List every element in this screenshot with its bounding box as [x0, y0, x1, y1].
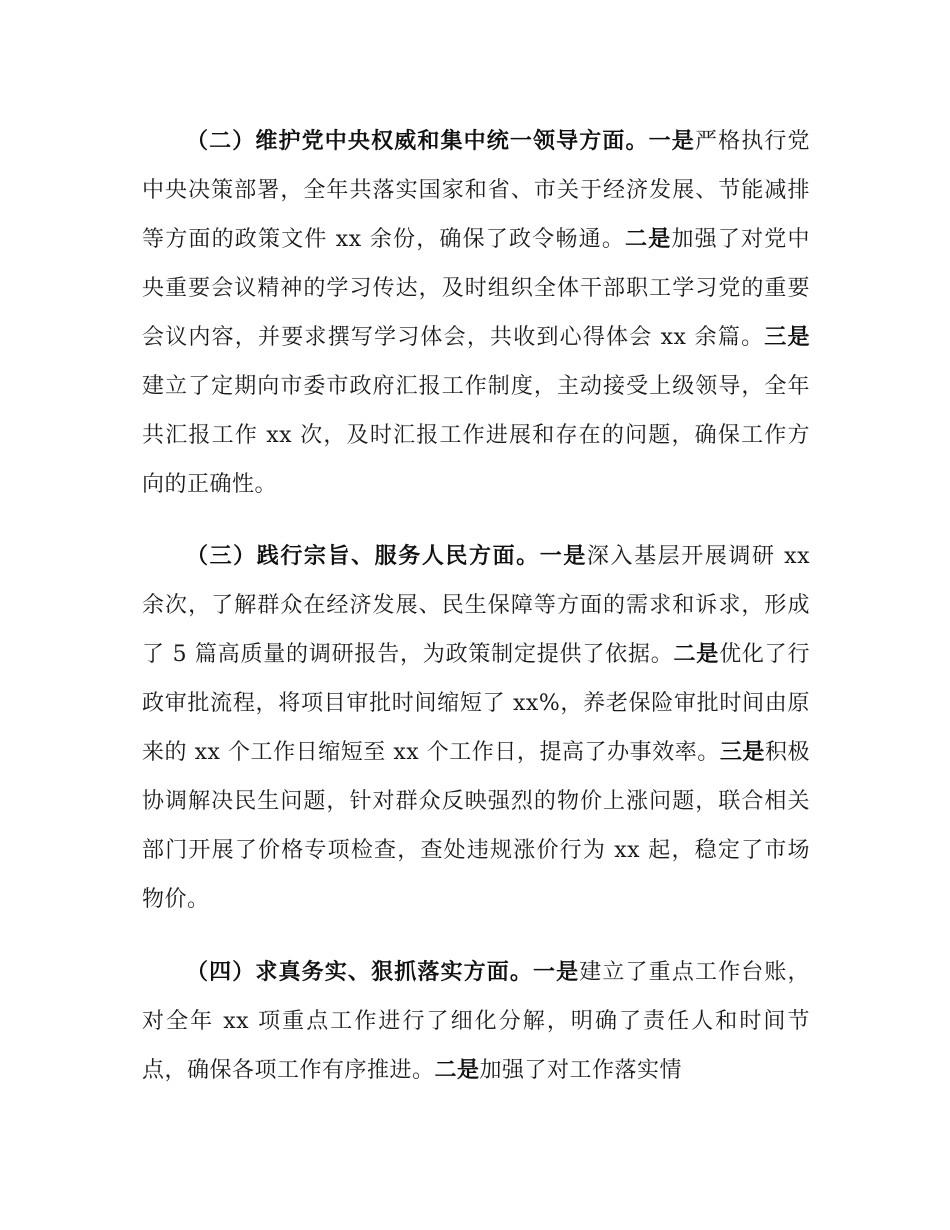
section-heading: （四）求真务实、狠抓落实方面。 [186, 960, 533, 985]
point-label: 一是 [533, 960, 580, 985]
paragraph-section-3 [142, 532, 810, 924]
point-text: 深入基层开展调研 xx 余次，了解群众在经济发展、民生保障等方面的需求和诉求，形成了 5 篇高质量的调研报告，为政策制定提供了依据。 [142, 544, 810, 667]
point-text: 积极协调解决民生问题，针对群众反映强烈的物价上涨问题，联合相关部门开展了价格专项检查，查处违规涨价行为 xx 起，稳定了市场物价。 [142, 740, 810, 912]
point-text: 建立了定期向市委市政府汇报工作制度，主动接受上级领导，全年共汇报工作 xx 次，及时汇报工作进展和存在的问题，确保工作方向的正确性。 [142, 374, 810, 497]
point-text: 优化了行政审批流程，将项目审批时间缩短了 xx%，养老保险审批时间由原来的 xx 个工作日缩短至 xx 个工作日，提高了办事效率。 [142, 642, 810, 765]
point-text: 加强了对工作落实情 [479, 1058, 683, 1083]
point-label: 三是 [719, 740, 765, 765]
paragraph-section-4 [142, 948, 810, 1095]
point-label: 一是 [539, 544, 587, 569]
point-label: 三是 [764, 325, 810, 350]
point-text: 严格执行党中央决策部署，全年共落实国家和省、市关于经济发展、节能减排等方面的政策文件 xx 余份，确保了政令畅通。 [142, 129, 810, 252]
point-text: 建立了重点工作台账，对全年 xx 项重点工作进行了细化分解，明确了责任人和时间节点，确保各项工作有序推进。 [142, 960, 810, 1083]
section-heading: （三）践行宗旨、服务人民方面。 [186, 544, 540, 569]
paragraph-section-2 [142, 117, 810, 509]
point-text: 加强了对党中央重要会议精神的学习传达，及时组织全体干部职工学习党的重要会议内容，并要求撰写学习体会，共收到心得体会 xx 余篇。 [142, 227, 810, 350]
section-heading: （二）维护党中央权威和集中统一领导方面。 [186, 129, 649, 154]
point-label: 二是 [625, 227, 672, 252]
point-label: 二是 [673, 642, 720, 667]
point-label: 一是 [648, 129, 695, 154]
point-label: 二是 [434, 1058, 480, 1083]
